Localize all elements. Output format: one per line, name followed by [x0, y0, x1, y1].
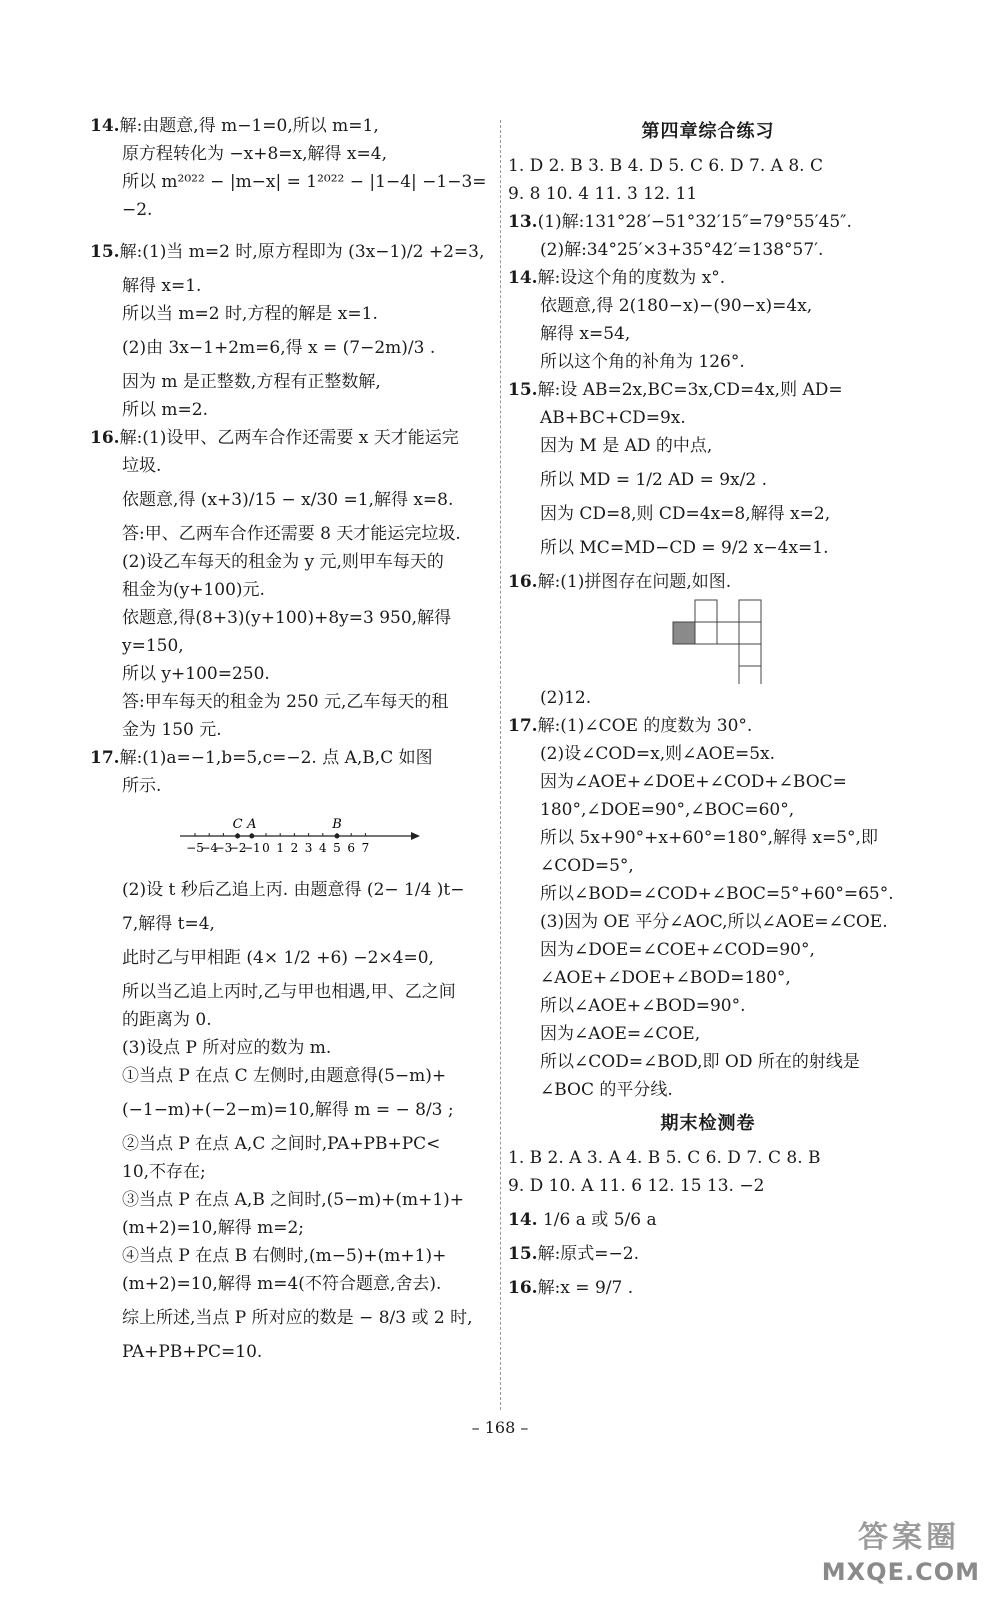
solution-line: [90, 978, 490, 1006]
line-text: ②当点 P 在点 A,C 之间时,PA+PB+PC<: [122, 1134, 441, 1154]
solution-line: [90, 1298, 490, 1338]
line-text: 所以 y+100=250.: [122, 664, 270, 684]
solution-line: [90, 772, 490, 800]
line-text: 租金为(y+100)元.: [122, 580, 265, 600]
line-text: 所以当 m=2 时,方程的解是 x=1.: [122, 304, 378, 324]
line-text: 所以 MC=MD−CD = 9/2 x−4x=1.: [540, 538, 829, 558]
line-text: 1. D 2. B 3. B 4. D 5. C 6. D 7. A 8. C: [508, 156, 823, 176]
line-text: (2)解:34°25′×3+35°42′=138°57′.: [540, 240, 824, 260]
point-marker: [335, 834, 340, 839]
solution-line: [508, 908, 908, 936]
problem-number: 16.: [90, 428, 120, 448]
solution-line: [90, 632, 490, 660]
watermark-en: MXQE.COM: [821, 1558, 980, 1586]
problem-line: [508, 568, 908, 596]
solution-line: [508, 1048, 908, 1076]
line-text: 答:甲、乙两车合作还需要 8 天才能运完垃圾.: [122, 524, 461, 544]
line-text: ∠AOE+∠DOE+∠BOD=180°,: [540, 968, 791, 988]
solution-line: [508, 740, 908, 768]
tick-label: −1: [242, 841, 261, 855]
solution-line: [508, 1020, 908, 1048]
line-text: (2)设乙车每天的租金为 y 元,则甲车每天的: [122, 552, 444, 572]
line-text: 解得 x=54,: [540, 324, 631, 344]
cube-net-svg: [508, 596, 908, 684]
line-text: 所以当乙追上丙时,乙与甲也相遇,甲、乙之间: [122, 982, 456, 1002]
solution-line: [90, 938, 490, 978]
net-square: [695, 622, 717, 644]
solution-line: [508, 880, 908, 908]
line-text: 解:(1)a=−1,b=5,c=−2. 点 A,B,C 如图: [119, 748, 433, 768]
line-text: 因为∠AOE+∠DOE+∠COD+∠BOC=: [540, 772, 847, 792]
line-text: 所以∠BOD=∠COD+∠BOC=5°+60°=65°.: [540, 884, 894, 904]
section-heading: 第四章综合练习: [641, 121, 775, 142]
line-text: (−1−m)+(−2−m)=10,解得 m = − 8/3 ;: [122, 1100, 454, 1120]
net-square: [739, 644, 761, 666]
line-text: (3)因为 OE 平分∠AOC,所以∠AOE=∠COE.: [540, 912, 888, 932]
solution-line: [508, 292, 908, 320]
solution-line: [90, 328, 490, 368]
spacer: [90, 224, 490, 232]
solution-line: [508, 796, 908, 824]
line-text: PA+PB+PC=10.: [122, 1342, 263, 1362]
tick-label: −5: [186, 841, 204, 855]
problem-number: 14.: [508, 1210, 538, 1230]
problem-line: [508, 712, 908, 740]
line-text: y=150,: [122, 636, 184, 656]
line-text: 10,不存在;: [122, 1162, 206, 1182]
point-label: B: [332, 817, 342, 832]
solution-line: [508, 404, 908, 432]
solution-line: [90, 368, 490, 396]
net-square: [739, 600, 761, 622]
line-text: (1)解:131°28′−51°32′15″=79°55′45″.: [537, 212, 852, 232]
line-text: ①当点 P 在点 C 左侧时,由题意得(5−m)+: [122, 1066, 447, 1086]
line-text: 1/6 a 或 5/6 a: [537, 1210, 657, 1230]
line-text: 180°,∠DOE=90°,∠BOC=60°,: [540, 800, 795, 820]
line-text: 所以 MD = 1/2 AD = 9x/2 .: [540, 470, 767, 490]
solution-line: [508, 852, 908, 880]
problem-line: [508, 208, 908, 236]
line-text: 所以这个角的补角为 126°.: [540, 352, 745, 372]
line-text: 所以∠COD=∠BOD,即 OD 所在的射线是: [540, 1052, 860, 1072]
solution-line: [508, 936, 908, 964]
solution-line: [508, 460, 908, 500]
tick-label: 1: [276, 841, 285, 855]
problem-number: 15.: [508, 1244, 538, 1264]
line-text: (2)设∠COD=x,则∠AOE=5x.: [540, 744, 776, 764]
point-label: A: [247, 817, 257, 832]
problem-number: 16.: [508, 572, 538, 592]
right-column: [508, 112, 908, 1308]
number-line-svg: [90, 800, 490, 870]
line-text: 解得 x=1.: [122, 276, 202, 296]
line-text: 因为 M 是 AD 的中点,: [540, 436, 713, 456]
line-text: 所以∠AOE+∠BOD=90°.: [540, 996, 746, 1016]
problem-line: [508, 1200, 908, 1240]
solution-line: [90, 196, 490, 224]
tick-label: −4: [200, 841, 219, 855]
solution-line: [508, 1076, 908, 1104]
line-text: 解:原式=−2.: [537, 1244, 640, 1264]
problem-line: [508, 1240, 908, 1268]
net-square: [739, 622, 761, 644]
column-divider: [500, 120, 501, 1410]
problem-number: 16.: [508, 1278, 538, 1298]
line-text: 解:(1)∠COE 的度数为 30°.: [537, 716, 753, 736]
line-text: 解:(1)设甲、乙两车合作还需要 x 天才能运完: [119, 428, 459, 448]
solution-line: [90, 1158, 490, 1186]
tick-label: −2: [228, 841, 247, 855]
solution-line: [90, 1186, 490, 1214]
solution-line: [90, 396, 490, 424]
line-text: 垃圾.: [122, 456, 162, 476]
line-text: 依题意,得 2(180−x)−(90−x)=4x,: [540, 296, 813, 316]
point-marker: [249, 834, 254, 839]
line-text: 依题意,得 (x+3)/15 − x/30 =1,解得 x=8.: [122, 490, 454, 510]
solution-line: [90, 1006, 490, 1034]
solution-line: [90, 1090, 490, 1130]
solution-line: [90, 1034, 490, 1062]
problem-line: [90, 744, 490, 772]
solution-line: [508, 500, 908, 528]
tick-label: 2: [290, 841, 299, 855]
line-text: 7,解得 t=4,: [122, 914, 215, 934]
watermark-cn: 答案圈: [858, 1520, 960, 1555]
line-text: ∠BOC 的平分线.: [540, 1080, 673, 1100]
solution-line: [508, 684, 908, 712]
number-line-figure: [90, 800, 490, 870]
shaded-square: [673, 622, 695, 644]
line-text: ③当点 P 在点 A,B 之间时,(5−m)+(m+1)+: [122, 1190, 465, 1210]
solution-line: [90, 548, 490, 576]
tick-label: 4: [318, 841, 327, 855]
page-number: – 168 –: [471, 1418, 529, 1437]
line-text: 因为 CD=8,则 CD=4x=8,解得 x=2,: [540, 504, 831, 524]
solution-line: [90, 910, 490, 938]
line-text: −2.: [122, 200, 153, 220]
solution-line: [508, 432, 908, 460]
solution-line: [508, 964, 908, 992]
line-text: 答:甲车每天的租金为 250 元,乙车每天的租: [122, 692, 449, 712]
line-text: (3)设点 P 所对应的数为 m.: [122, 1038, 332, 1058]
problem-line: [90, 232, 490, 272]
line-text: 1. B 2. A 3. A 4. B 5. C 6. D 7. C 8. B: [508, 1148, 821, 1168]
solution-line: [508, 992, 908, 1020]
solution-line: [90, 452, 490, 480]
line-text: AB+BC+CD=9x.: [540, 408, 686, 428]
line-text: ④当点 P 在点 B 右侧时,(m−5)+(m+1)+: [122, 1246, 447, 1266]
solution-line: [90, 660, 490, 688]
answer-row: [508, 1144, 908, 1172]
problem-number: 14.: [90, 116, 120, 136]
solution-line: [508, 528, 908, 568]
tick-label: −3: [214, 841, 233, 855]
solution-line: [508, 824, 908, 852]
solution-line: [90, 688, 490, 716]
problem-number: 15.: [90, 242, 120, 262]
problem-number: 14.: [508, 268, 538, 288]
solution-line: [90, 1270, 490, 1298]
tick-label: 3: [304, 841, 313, 855]
solution-line: [90, 1130, 490, 1158]
problem-number: 15.: [508, 380, 538, 400]
answer-row: [508, 1172, 908, 1200]
answer-row: [508, 180, 908, 208]
line-text: 解:(1)拼图存在问题,如图.: [537, 572, 732, 592]
line-text: 依题意,得(8+3)(y+100)+8y=3 950,解得: [122, 608, 452, 628]
line-text: (2)设 t 秒后乙追上丙. 由题意得 (2− 1/4 )t−: [122, 880, 465, 900]
line-text: 所以 5x+90°+x+60°=180°,解得 x=5°,即: [540, 828, 878, 848]
line-text: ∠COD=5°,: [540, 856, 634, 876]
line-text: 解:设 AB=2x,BC=3x,CD=4x,则 AD=: [537, 380, 843, 400]
line-text: (m+2)=10,解得 m=4(不符合题意,舍去).: [122, 1274, 442, 1294]
problem-line: [90, 112, 490, 140]
solution-line: [90, 576, 490, 604]
section-heading: 期末检测卷: [660, 1113, 756, 1134]
solution-line: [90, 870, 490, 910]
solution-line: [508, 320, 908, 348]
solution-line: [90, 1242, 490, 1270]
point-marker: [235, 834, 240, 839]
problem-number: 13.: [508, 212, 538, 232]
tick-label: 6: [347, 841, 356, 855]
solution-line: [90, 300, 490, 328]
answer-row: [508, 152, 908, 180]
line-text: 金为 150 元.: [122, 720, 222, 740]
problem-number: 17.: [508, 716, 538, 736]
line-text: (m+2)=10,解得 m=2;: [122, 1218, 305, 1238]
line-text: 解:由题意,得 m−1=0,所以 m=1,: [119, 116, 379, 136]
tick-label: 0: [262, 841, 270, 855]
solution-line: [90, 520, 490, 548]
line-text: 因为∠AOE=∠COE,: [540, 1024, 701, 1044]
line-text: 因为∠DOE=∠COE+∠COD=90°,: [540, 940, 815, 960]
tick-label: 5: [333, 841, 341, 855]
net-square: [717, 622, 739, 644]
solution-line: [508, 348, 908, 376]
line-text: 解:设这个角的度数为 x°.: [537, 268, 726, 288]
line-text: 解:x = 9/7 .: [537, 1278, 634, 1298]
tick-label: 7: [361, 841, 370, 855]
point-label: C: [232, 817, 243, 832]
solution-line: [90, 168, 490, 196]
line-text: 9. D 10. A 11. 6 12. 15 13. −2: [508, 1176, 765, 1196]
problem-line: [90, 424, 490, 452]
solution-line: [508, 236, 908, 264]
line-text: (2)12.: [540, 688, 592, 708]
solution-line: [90, 1338, 490, 1366]
net-square: [739, 666, 761, 684]
problem-line: [508, 264, 908, 292]
line-text: 因为 m 是正整数,方程有正整数解,: [122, 372, 381, 392]
line-text: 所以 m²⁰²² − |m−x| = 1²⁰²² − |1−4| −1−3=: [122, 172, 487, 192]
solution-line: [90, 604, 490, 632]
net-square: [695, 600, 717, 622]
line-text: 原方程转化为 −x+8=x,解得 x=4,: [122, 144, 387, 164]
solution-line: [508, 768, 908, 796]
axis-arrow: [411, 832, 420, 840]
solution-line: [90, 1062, 490, 1090]
problem-line: [508, 376, 908, 404]
problem-number: 17.: [90, 748, 120, 768]
line-text: 所以 m=2.: [122, 400, 208, 420]
left-column: [90, 112, 490, 1366]
line-text: 所示.: [122, 776, 162, 796]
line-text: 的距离为 0.: [122, 1010, 212, 1030]
solution-line: [90, 716, 490, 744]
solution-line: [90, 480, 490, 520]
cube-net-figure: [508, 596, 908, 684]
line-text: (2)由 3x−1+2m=6,得 x = (7−2m)/3 .: [122, 338, 436, 358]
problem-line: [508, 1268, 908, 1308]
line-text: 解:(1)当 m=2 时,原方程即为 (3x−1)/2 +2=3,: [119, 242, 485, 262]
solution-line: [90, 1214, 490, 1242]
line-text: 此时乙与甲相距 (4× 1/2 +6) −2×4=0,: [122, 948, 434, 968]
line-text: 综上所述,当点 P 所对应的数是 − 8/3 或 2 时,: [122, 1308, 473, 1328]
solution-line: [90, 272, 490, 300]
solution-line: [90, 140, 490, 168]
line-text: 9. 8 10. 4 11. 3 12. 11: [508, 184, 698, 204]
